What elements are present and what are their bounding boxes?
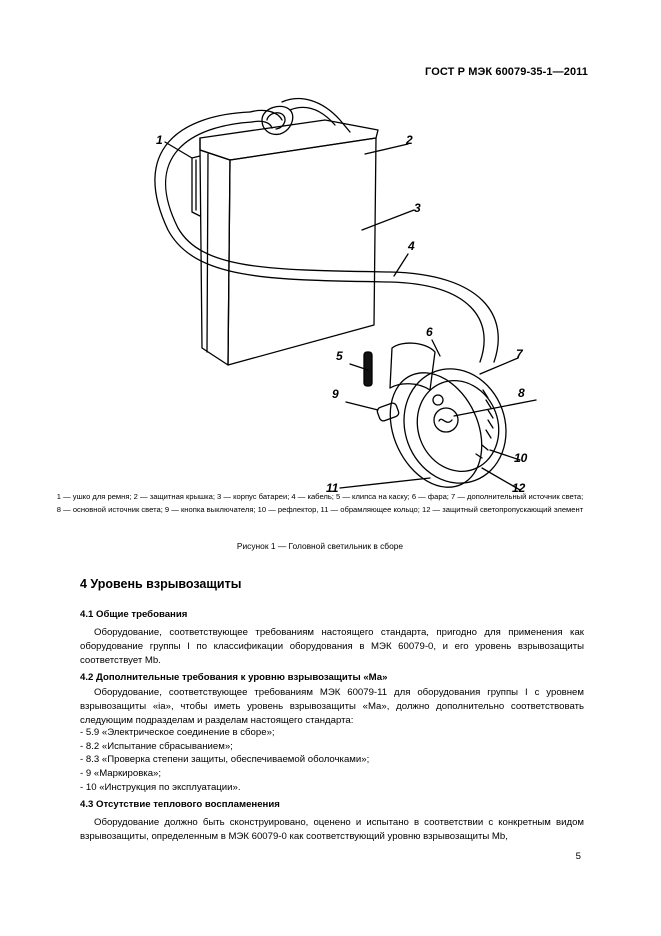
fig-label-1: 1 (156, 133, 163, 147)
list-item: - 8.2 «Испытание сбрасыванием»; (80, 740, 369, 754)
page-number: 5 (575, 851, 581, 862)
figure-head-lamp (150, 90, 550, 500)
list-item: - 5.9 «Электрическое соединение в сборе»; (80, 726, 369, 740)
leader-11 (340, 478, 430, 488)
subsection-4-2-list (80, 726, 369, 795)
cable-inner (166, 122, 499, 362)
leader-3 (362, 210, 414, 230)
leader-2 (365, 144, 408, 154)
switch-button (376, 402, 400, 422)
figure-caption: Рисунок 1 — Головной светильник в сборе (236, 541, 404, 551)
leader-8 (454, 400, 536, 416)
list-item: - 10 «Инструкция по эксплуатации». (80, 781, 369, 795)
helmet-clip (390, 343, 435, 390)
section-4-heading: 4 Уровень взрывозащиты (80, 577, 242, 591)
leader-9 (346, 402, 378, 410)
leader-1 (165, 142, 192, 158)
fig-label-8: 8 (518, 386, 525, 400)
subsection-4-3-text: Оборудование должно быть сконструировано, оценено и испытано в соответствии с конкретным видом взрывозащиты, определенным в МЭК 60079-0 как соответствующий уровню взрывозащиты Mb, (80, 817, 584, 842)
figure-legend: 1 — ушко для ремня; 2 — защитная крышка; 3 — корпус батареи; 4 — кабель; 5 — клипса на каску; 6 — фара; 7 — дополнительный источник света; 8 — основной источник света; 9 — кнопка выключателя; 10 — рефлектор, 11 — обрамляющее кольцо; 12 — защитный светопропускающий элемент (56, 492, 584, 514)
fig-label-9: 9 (332, 387, 339, 401)
leader-6 (432, 340, 440, 356)
list-item: - 9 «Маркировка»; (80, 767, 369, 781)
page-header-standard: ГОСТ Р МЭК 60079-35-1—2011 (425, 66, 588, 78)
subsection-4-2-text: Оборудование, соответствующее требованиям МЭК 60079-11 для оборудования группы I с уровнем взрывозащиты «ia», чтобы иметь уровень взрывозащиты «Ма», должно дополнительно соответствовать следующим подразделам и разделам настоящего стандарта: (80, 687, 584, 726)
head-lamp-drawing (150, 90, 550, 500)
lamp-main-source (434, 408, 458, 432)
subsection-4-1-text: Оборудование, соответствующее требованиям настоящего стандарта, пригодно для применения как оборудование группы I по классификации оборудования в МЭК 60079-0, и его уровень взрывозащиты соответствует Mb. (80, 627, 584, 666)
battery-top-face (200, 120, 378, 160)
reflector-hatch (483, 390, 493, 438)
subsection-4-1-heading: 4.1 Общие требования (80, 609, 188, 620)
fig-label-10: 10 (514, 451, 528, 465)
subsection-4-2-heading: 4.2 Дополнительные требования к уровню взрывозащиты «Ма» (80, 672, 388, 683)
fig-label-4: 4 (408, 239, 415, 253)
fig-label-3: 3 (414, 201, 421, 215)
cable-outer (155, 112, 484, 362)
leader-7 (480, 358, 518, 374)
list-item: - 8.3 «Проверка степени защиты, обеспечиваемой оболочками»; (80, 753, 369, 767)
fig-label-7: 7 (516, 347, 523, 361)
lamp-aux-source (433, 395, 443, 405)
subsection-4-3-heading: 4.3 Отсутствие теплового воспламенения (80, 799, 280, 810)
fig-label-12: 12 (512, 481, 526, 495)
battery-front (228, 138, 376, 365)
fig-label-5: 5 (336, 349, 343, 363)
fig-label-11: 11 (326, 481, 339, 495)
fig-label-2: 2 (406, 133, 413, 147)
lamp-ring-outer (388, 354, 522, 497)
fig-label-6: 6 (426, 325, 433, 339)
